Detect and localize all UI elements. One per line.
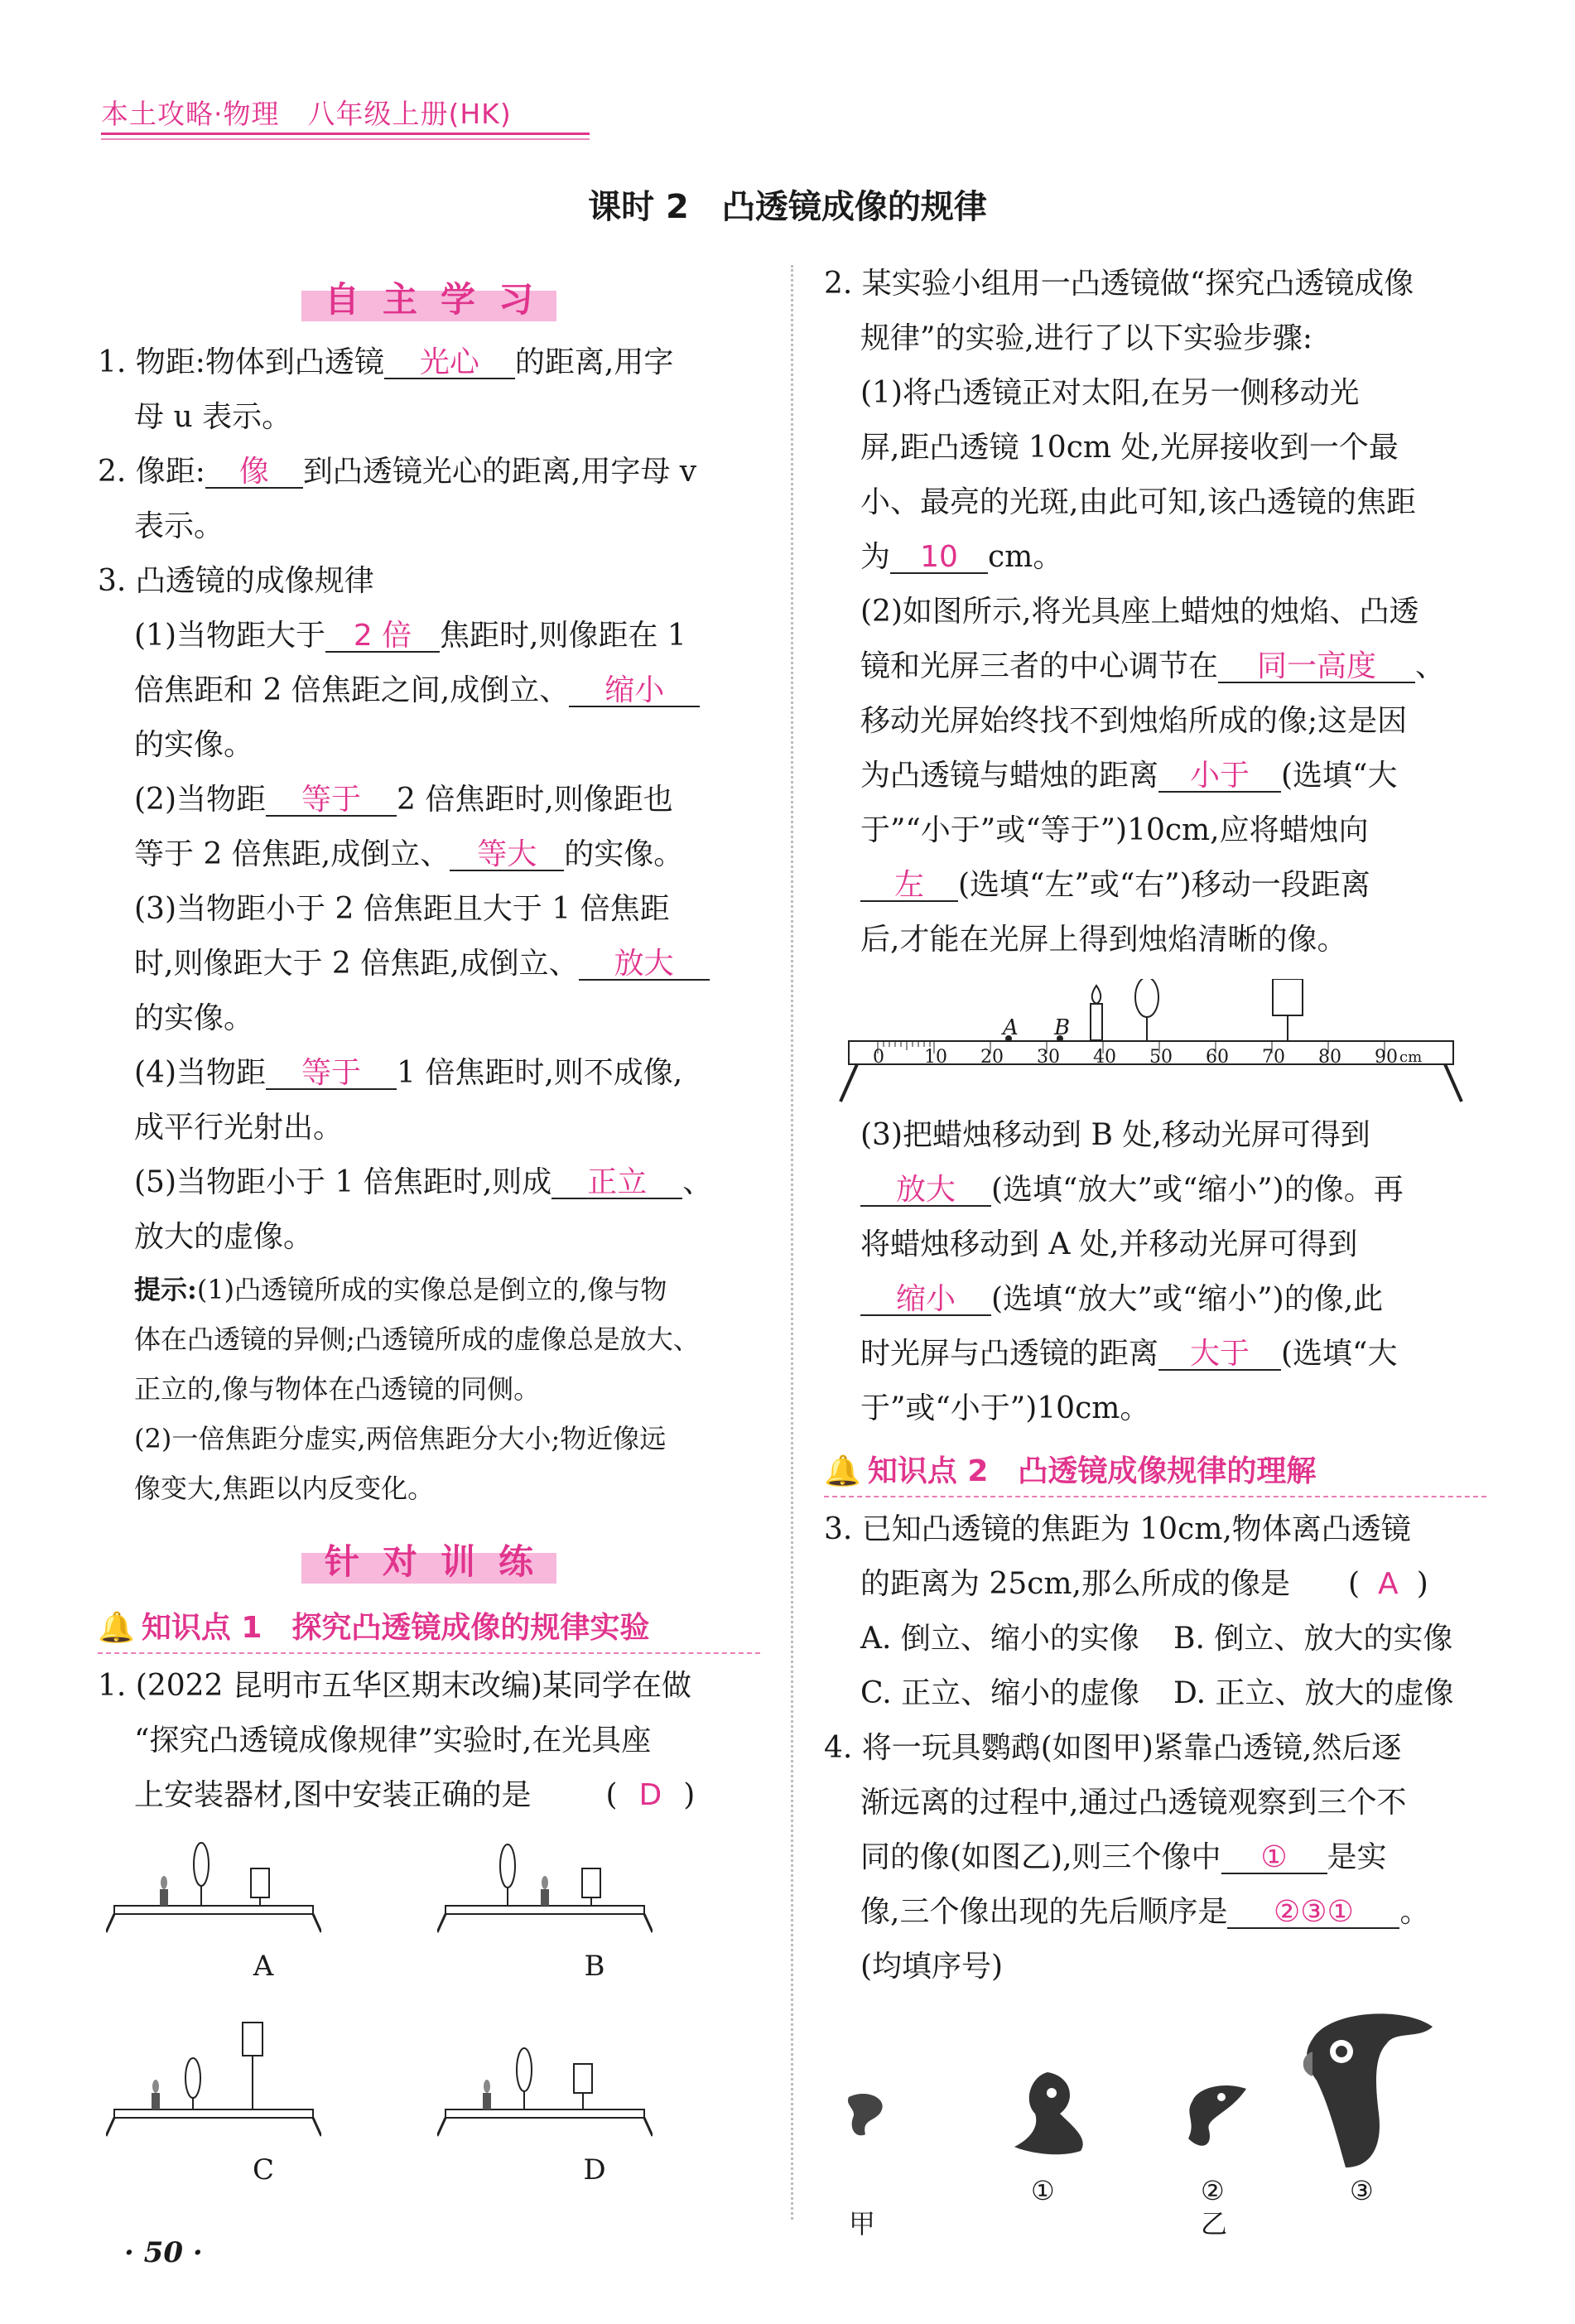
answer-blank: 像 xyxy=(205,457,303,489)
image-label-1: ① xyxy=(1031,2175,1055,2206)
question-1: 1. 物距:物体到凸透镜 光心 的距离,用字 xyxy=(98,345,674,379)
tip-1-b: 体在凸透镜的异侧;凸透镜所成的虚像总是放大、 xyxy=(134,1324,700,1355)
header-text: 本土攻略·物理 八年级上册(HK) xyxy=(101,98,512,130)
tick-label: 70 xyxy=(1262,1047,1285,1068)
rule-1-cont: 倍焦距和 2 倍焦距之间,成倒立、 缩小 xyxy=(98,663,760,718)
tick-label: 10 xyxy=(924,1047,947,1068)
step-2-g: 于”“小于”或“等于”)10cm,应将蜡烛向 xyxy=(860,813,1369,847)
figure-label: B xyxy=(584,1950,605,1983)
answer-blank: 缩小 xyxy=(860,1285,991,1316)
point-b-label: B xyxy=(1054,1015,1071,1040)
figure-d xyxy=(437,2018,752,2197)
question-2: 2. 像距: 像 到凸透镜光心的距离,用字母 v xyxy=(98,455,697,489)
answer-blank: 光心 xyxy=(384,348,515,379)
step-1-c: 小、最亮的光斑,由此可知,该凸透镜的焦距 xyxy=(860,485,1416,519)
rule-5: (5)当物距小于 1 倍焦距时,则成 正立 、 xyxy=(134,1165,713,1199)
step-3-c: 将蜡烛移动到 A 处,并移动光屏可得到 xyxy=(860,1227,1358,1261)
knowledge-point-1: 🔔 知识点 1 探究凸透镜成像的规律实验 xyxy=(98,1604,760,1654)
step-1-d: 为 10 cm。 xyxy=(860,540,1063,574)
section-banner-self-study: 自主学习 xyxy=(98,269,760,330)
rule-4-cont: 成平行光射出。 xyxy=(134,1111,344,1145)
figure-a xyxy=(106,1839,421,1994)
tip-1: 提示:(1)凸透镜所成的实像总是倒立的,像与物 xyxy=(134,1274,667,1305)
figure-b xyxy=(437,1839,752,1994)
practice-1-b: “探究凸透镜成像规律”实验时,在光具座 xyxy=(134,1724,652,1757)
rule-1: (1)当物距大于 2 倍 焦距时,则像距在 1 xyxy=(134,619,686,653)
options-row-1 xyxy=(824,1612,1486,1666)
question-3-right: 3. 已知凸透镜的焦距为 10cm,物体离凸透镜 xyxy=(824,1512,1411,1546)
step-1: (1)将凸透镜正对太阳,在另一侧移动光 xyxy=(860,376,1360,410)
answer-blank: ① xyxy=(1221,1843,1327,1874)
answer-blank: 10 xyxy=(890,542,988,574)
optical-bench-diagram xyxy=(832,979,1470,1103)
rule-5-cont: 放大的虚像。 xyxy=(134,1220,314,1254)
rule-2: (2)当物距 等于 2 倍焦距时,则像距也 xyxy=(134,783,673,817)
step-2-h: 左 (选填“左”或“右”)移动一段距离 xyxy=(824,858,1486,913)
answer-blank: 放大 xyxy=(579,949,710,981)
knowledge-point-2: 🔔 知识点 2 凸透镜成像规律的理解 xyxy=(824,1448,1486,1497)
answer-blank: ②③① xyxy=(1227,1897,1399,1929)
tick-label: 40 xyxy=(1093,1047,1116,1068)
option-d: D. 正立、放大的虚像 xyxy=(1173,1676,1454,1710)
question-3: 3. 凸透镜的成像规律 xyxy=(98,564,374,598)
image-label-3: ③ xyxy=(1350,2175,1374,2206)
rule-3-cont: 时,则像距大于 2 倍焦距,成倒立、 放大 xyxy=(98,937,760,991)
question-4-b: 渐远离的过程中,通过凸透镜观察到三个不 xyxy=(860,1786,1407,1820)
left-column xyxy=(98,269,760,2197)
question-4: 4. 将一玩具鹦鹉(如图甲)紧靠凸透镜,然后逐 xyxy=(824,1731,1402,1765)
unit-label: cm xyxy=(1399,1049,1423,1066)
header-underline-thin xyxy=(101,138,590,140)
optical-bench-figures xyxy=(98,1839,760,2197)
header-underline xyxy=(101,133,590,135)
column-divider xyxy=(791,265,793,2220)
rule-2-cont: 等于 2 倍焦距,成倒立、 等大 的实像。 xyxy=(134,837,684,871)
parrot-original-icon xyxy=(840,2089,890,2147)
tip-2-b: 像变大,焦距以内反变化。 xyxy=(134,1473,435,1504)
answer-blank: 小于 xyxy=(1158,761,1281,793)
rule-3-end: 的实像。 xyxy=(134,1001,254,1035)
question-1-cont: 母 u 表示。 xyxy=(134,400,292,434)
option-c: C. 正立、缩小的虚像 xyxy=(860,1676,1140,1710)
answer-blank: 等大 xyxy=(450,840,564,871)
step-2: (2)如图所示,将光具座上蜡烛的烛焰、凸透 xyxy=(860,595,1419,629)
question-4-c: 同的像(如图乙),则三个像中 ① 是实 xyxy=(860,1840,1387,1874)
option-b: B. 倒立、放大的实像 xyxy=(1173,1622,1453,1656)
bell-icon: 🔔 xyxy=(98,1611,135,1645)
answer-blank: 同一高度 xyxy=(1218,652,1415,683)
answer-blank: 等于 xyxy=(266,785,397,817)
question-4-g: (均填序号) xyxy=(860,1950,1004,1984)
figure-jia-label: 甲 xyxy=(849,2208,876,2240)
practice-1-c: 上安装器材,图中安装正确的是 ( D ) xyxy=(134,1778,696,1812)
step-2-b: 镜和光屏三者的中心调节在 同一高度 、 xyxy=(860,649,1446,683)
figure-c xyxy=(106,2018,421,2197)
tick-label: 50 xyxy=(1149,1047,1173,1068)
answer-blank: 2 倍 xyxy=(325,621,440,653)
figure-label: D xyxy=(583,2153,606,2187)
bell-icon: 🔔 xyxy=(824,1454,861,1488)
question-2-cont: 表示。 xyxy=(134,509,224,543)
parrot-image-1-icon xyxy=(1006,2068,1097,2159)
question-2-right-b: 规律”的实验,进行了以下实验步骤: xyxy=(860,321,1312,355)
figure-label: A xyxy=(253,1950,274,1983)
step-3-d: 缩小 (选填“放大”或“缩小”)的像,此 xyxy=(824,1272,1486,1327)
option-a: A. 倒立、缩小的实像 xyxy=(860,1622,1139,1656)
question-4-e: 像,三个像出现的先后顺序是 ②③① 。 xyxy=(860,1895,1430,1929)
answer-choice: A xyxy=(1378,1567,1399,1601)
step-3-g: 于”或“小于”)10cm。 xyxy=(860,1391,1150,1425)
parrot-image-3-icon xyxy=(1296,2006,1437,2172)
page-title: 课时 2 凸透镜成像的规律 xyxy=(588,188,987,226)
question-2-right: 2. 某实验小组用一凸透镜做“探究凸透镜成像 xyxy=(824,267,1414,301)
section-banner-practice: 针对训练 xyxy=(98,1531,760,1593)
step-1-b: 屏,距凸透镜 10cm 处,光屏接收到一个最 xyxy=(860,431,1399,465)
rule-4: (4)当物距 等于 1 倍焦距时,则不成像, xyxy=(134,1056,683,1090)
step-3: (3)把蜡烛移动到 B 处,移动光屏可得到 xyxy=(860,1118,1370,1152)
step-2-e: 为凸透镜与蜡烛的距离 小于 (选填“大 xyxy=(860,759,1398,793)
tick-label: 20 xyxy=(980,1047,1004,1068)
tick-label: 30 xyxy=(1037,1047,1060,1068)
answer-blank: 放大 xyxy=(860,1175,991,1207)
tick-label: 90 xyxy=(1375,1047,1398,1068)
answer-blank: 等于 xyxy=(266,1058,397,1090)
tip-2: (2)一倍焦距分虚实,两倍焦距分大小;物近像远 xyxy=(134,1423,667,1454)
tick-label: 60 xyxy=(1206,1047,1229,1068)
rule-3: (3)当物距小于 2 倍焦距且大于 1 倍焦距 xyxy=(134,892,670,926)
options-row-2 xyxy=(824,1666,1486,1721)
step-3-e: 时光屏与凸透镜的距离 大于 (选填“大 xyxy=(860,1337,1398,1371)
step-3-b: 放大 (选填“放大”或“缩小”)的像。再 xyxy=(824,1163,1486,1217)
step-2-i: 后,才能在光屏上得到烛焰清晰的像。 xyxy=(860,923,1347,957)
tick-label: 80 xyxy=(1318,1047,1341,1068)
rule-1-end: 的实像。 xyxy=(134,728,254,762)
step-2-d: 移动光屏始终找不到烛焰所成的像;这是因 xyxy=(860,704,1408,738)
tick-label: 0 xyxy=(873,1047,884,1068)
question-3-right-b: 的距离为 25cm,那么所成的像是 ( A ) xyxy=(860,1567,1428,1601)
image-label-2: ② xyxy=(1201,2175,1225,2206)
answer-blank: 左 xyxy=(860,870,958,902)
figure-yi-label: 乙 xyxy=(1201,2208,1228,2240)
parrot-figure xyxy=(824,2006,1486,2240)
answer-blank: 大于 xyxy=(1158,1339,1281,1371)
parrot-image-2-icon xyxy=(1172,2081,1255,2155)
point-a-label: A xyxy=(1003,1015,1019,1040)
right-column xyxy=(824,257,1486,2240)
figure-label: C xyxy=(252,2153,274,2187)
practice-1: 1. (2022 昆明市五华区期末改编)某同学在做 xyxy=(98,1669,691,1703)
tip-1-c: 正立的,像与物体在凸透镜的同侧。 xyxy=(134,1373,541,1405)
answer-blank: 缩小 xyxy=(569,676,700,707)
answer-blank: 正立 xyxy=(551,1168,682,1199)
answer-choice: D xyxy=(638,1778,662,1812)
page-number: · 50 · xyxy=(124,2236,203,2269)
